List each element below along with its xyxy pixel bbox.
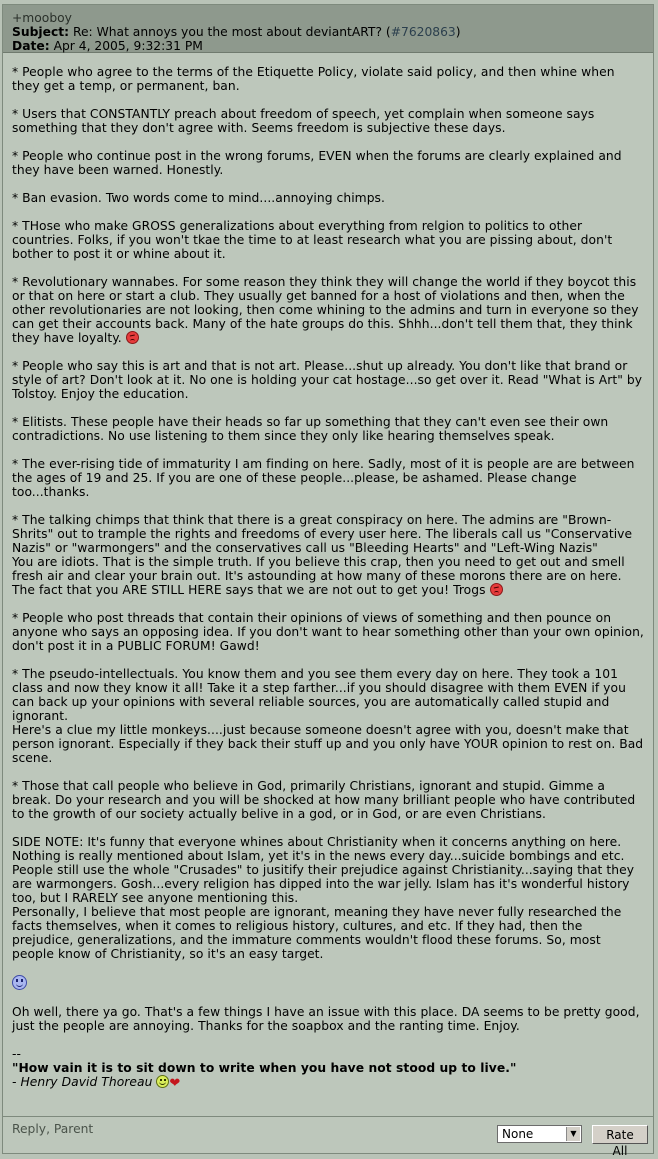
paragraph: * People who continue post in the wrong forums, EVEN when the forums are clearly explained and they have been warned. Honestly. — [12, 149, 622, 177]
date-value: Apr 4, 2005, 9:32:31 PM — [49, 39, 203, 53]
parent-link[interactable]: Parent — [53, 1122, 94, 1136]
paragraph — [12, 667, 644, 765]
paragraph-text: Personally, I believe that most people are ignorant, meaning they have never fully researched the facts themselves, when it comes to religious history, cultures, and etc. If they had, then the prejudice, generalizations, and the immature comments wouldn't flood these forums. So, most people know of Christianity, so it's an easy target. — [12, 905, 622, 961]
paragraph: * THose who make GROSS generalizations about everything from relgion to politics to other countries. Folks, if you won't tkae the time to at least research what you are pissing about, don't bother to post it or whine about it. — [12, 219, 613, 261]
paragraph-text: * The talking chimps that think that there is a great conspiracy on here. The admins are "Brown-Shrits" out to trample the rights and freedoms of every user here. The liberals call us "Conservative Nazis" or "warmongers" and the conservatives call us "Bleeding Hearts" and "Left-Wing Nazis" — [12, 513, 633, 555]
paragraph: * Users that CONSTANTLY preach about freedom of speech, yet complain when someone says something that they don't agree with. Seems freedom is subjective these days. — [12, 107, 595, 135]
comment-header — [3, 5, 653, 53]
paragraph: * Ban evasion. Two words come to mind....annoying chimps. — [12, 191, 385, 205]
subject-label: Subject: — [12, 25, 70, 39]
paragraph: * People who post threads that contain their opinions of views of something and then pounce on anyone who says an opposing idea. If you don't want to hear something other than your own opinion, don't post it in a PUBLIC FORUM! Gawd! — [12, 611, 644, 653]
date-label: Date: — [12, 39, 50, 53]
footer-links — [12, 1122, 93, 1136]
angry-emoticon-icon — [126, 331, 139, 344]
deviation-link[interactable]: #7620863 — [390, 25, 456, 39]
smiley-icon — [156, 1075, 169, 1088]
subject-text: Re: What annoys you the most about deviantART? ( — [69, 25, 391, 39]
comment-panel — [2, 4, 654, 1158]
paragraph-text: Here's a clue my little monkeys....just because someone doesn't agree with you, doesn't make that person ignorant. Especially if they back their stuff up and you only have YOUR opinion to rest on. Bad scene. — [12, 723, 644, 765]
heart-icon: ❤ — [169, 1076, 181, 1091]
subject-line — [12, 25, 644, 39]
signature-attribution: - Henry David Thoreau — [12, 1075, 153, 1089]
signature — [12, 1047, 644, 1090]
paragraph: Oh well, there ya go. That's a few things I have an issue with this place. DA seems to be pretty good, just the people are annoying. Thanks for the soapbox and the ranting time. Enjoy. — [12, 1005, 640, 1033]
reply-link[interactable]: Reply — [12, 1122, 47, 1136]
paragraph: * Elitists. These people have their heads so far up something that they can't even see their own contradictions. No use listening to them since they only like hearing themselves speak. — [12, 415, 609, 443]
paragraph-text: You are idiots. That is the simple truth. If you believe this crap, then you need to get out and smell fresh air and clear your brain out. It's astounding at how many of these morons there are on here. — [12, 555, 625, 583]
chevron-down-icon[interactable]: ▼ — [566, 1127, 580, 1141]
paragraph-text: SIDE NOTE: It's funny that everyone whines about Christianity when it concerns anything on here. Nothing is really mentioned about Islam, yet it's in the news every day...suicide bombings and etc. People still use the whole "Crusades" to jusitify their prejudice against Christianity...saying that they are warmongers. Gosh...every religion has dipped into the war jelly. Islam has it's wonderful history too, but I RARELY see anyone mentioning this. — [12, 835, 635, 905]
comment-body — [3, 53, 653, 1117]
paragraph: * People who say this is art and that is not art. Please...shut up already. You don't like that brand or style of art? Don't look at it. No one is holding your cat hostage...so get over it. Read "What is Art" by Tolstoy. Enjoy the education. — [12, 359, 643, 401]
paragraph: * The ever-rising tide of immaturity I am finding on here. Sadly, most of it is people are are between the ages of 19 and 25. If you are one of these people...please, be ashamed. Please change too...thanks. — [12, 457, 635, 499]
subject-close: ) — [455, 25, 461, 39]
paragraph-text: The fact that you ARE STILL HERE says that we are not out to get you! Trogs — [12, 583, 486, 597]
rate-all-button[interactable]: Rate All — [592, 1125, 648, 1144]
blue-smiley-icon — [12, 975, 27, 990]
paragraph — [12, 835, 644, 961]
paragraph — [12, 513, 644, 597]
paragraph-text: * Revolutionary wannabes. For some reason they think they will change the world if they boycot this or that on here or start a club. They usually get banned for a host of violations and then, when the other revolutionaries are not looking, then come whining to the admins and turn in everyone so they can get their accounts back. Many of the hate groups do this. Shhh...don't tell them that, they think they have loyalty. — [12, 275, 639, 345]
signature-separator: -- — [12, 1047, 21, 1061]
paragraph-line — [12, 583, 644, 597]
paragraph: * People who agree to the terms of the Etiquette Policy, violate said policy, and then whine when they get a temp, or permanent, ban. — [12, 65, 615, 93]
author-name[interactable]: +mooboy — [12, 11, 72, 25]
comment-footer — [3, 1116, 653, 1158]
signature-attribution-line — [12, 1075, 644, 1090]
emoticon-line — [12, 975, 644, 991]
paragraph — [12, 275, 644, 345]
paragraph-text: * The pseudo-intellectuals. You know them and you see them every day on here. They took a 101 class and now they know it all! Take it a step farther...if you should disagree with them EVEN if you can back up your opinions with several reliable sources, you are automatically called stupid and ignorant. — [12, 667, 626, 723]
date-line — [12, 39, 644, 53]
signature-quote: "How vain it is to sit down to write when you have not stood up to live." — [12, 1061, 517, 1075]
rating-select-value: None — [502, 1127, 534, 1141]
angry-emoticon-icon — [490, 583, 503, 596]
paragraph: * Those that call people who believe in God, primarily Christians, ignorant and stupid. Gimme a break. Do your research and you will be shocked at how many brilliant people who have contributed to the growth of our society actually belive in a god, or in God, or are even Christians. — [12, 779, 636, 821]
rating-select[interactable] — [497, 1125, 582, 1143]
link-separator: , — [46, 1122, 54, 1136]
